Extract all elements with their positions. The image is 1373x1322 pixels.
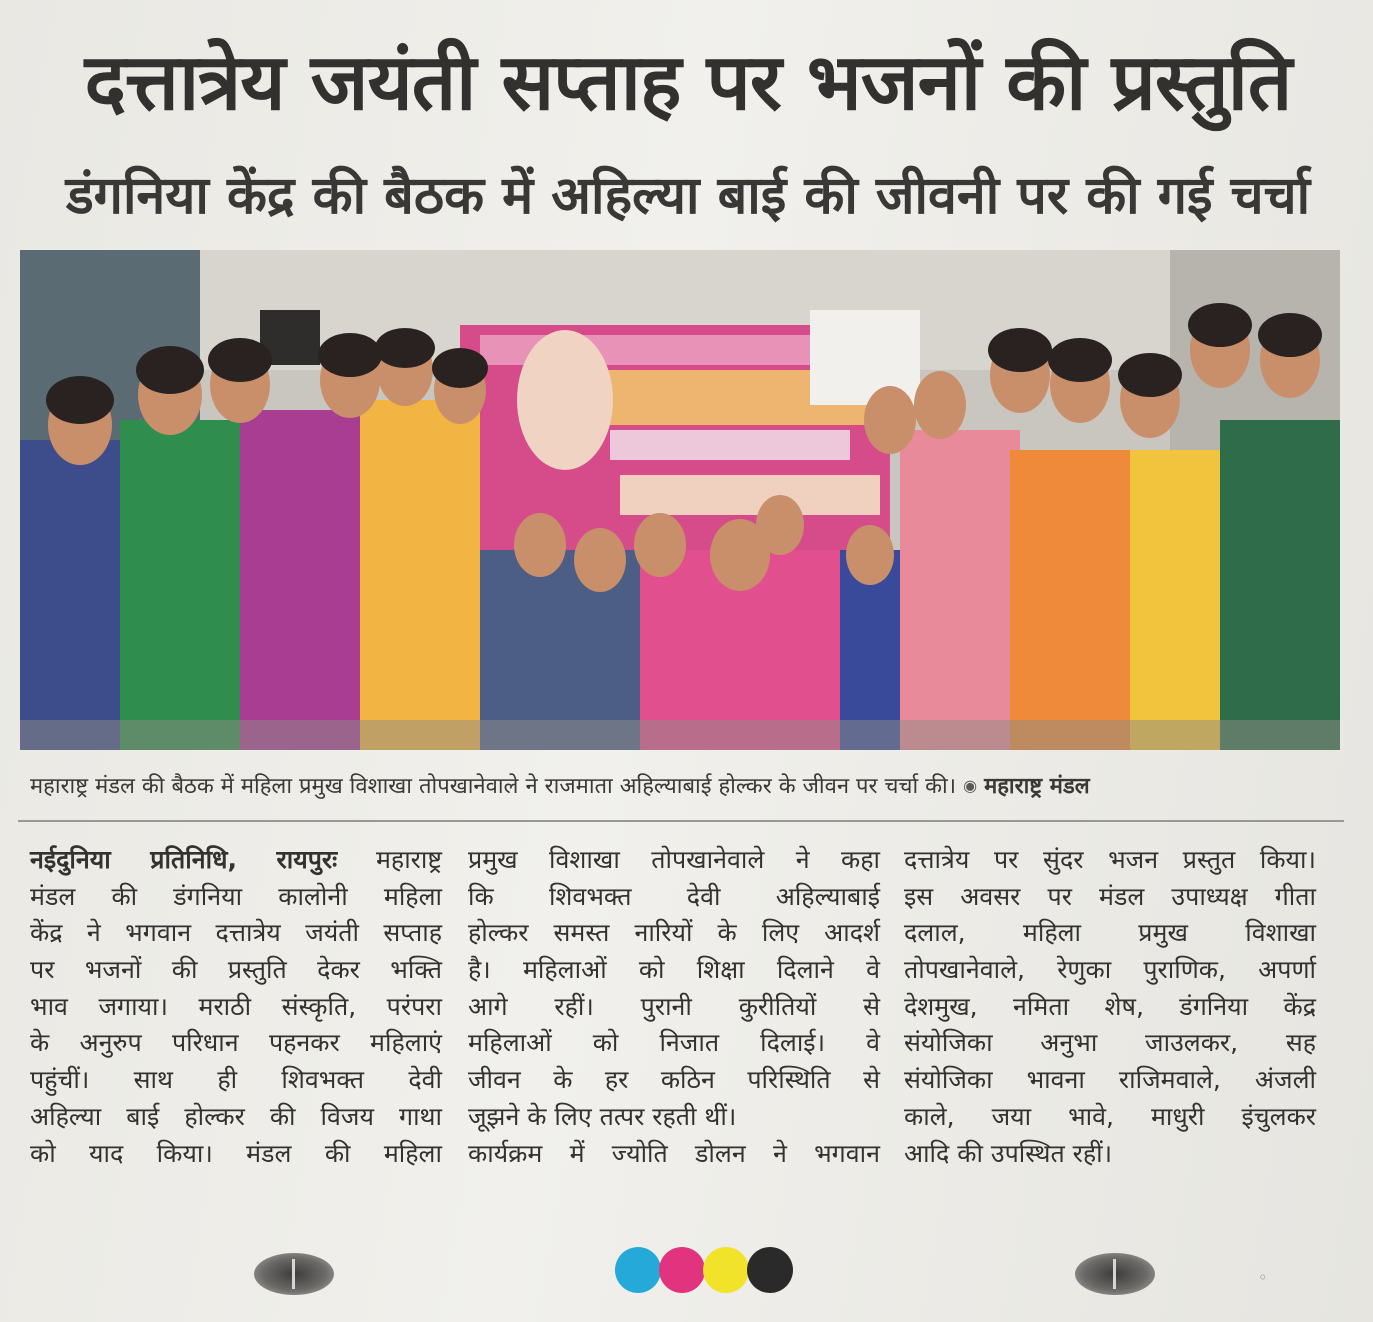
color-registration-marks (615, 1247, 800, 1297)
group-photo (20, 250, 1340, 750)
article-line: दत्तात्रेय पर सुंदर भजन प्रस्तुत किया। (904, 845, 1316, 874)
article-line: जीवन के हर कठिन परिस्थिति से (468, 1065, 880, 1095)
article-line: है। महिलाओं को शिक्षा दिलाने वे (468, 955, 880, 985)
article-line: होल्कर समस्त नारियों के लिए आदर्श (468, 918, 880, 948)
article-line: जूझने के लिए तत्पर रहती थीं। (468, 1101, 737, 1131)
article-line: आदि की उपस्थित रहीं। (904, 1138, 1113, 1168)
registration-crosshair-icon (1075, 1253, 1155, 1295)
group-photo-illustration (20, 250, 1340, 750)
headline: दत्तात्रेय जयंती सप्ताह पर भजनों की प्रस्तुति (84, 38, 1292, 128)
cyan-registration-dot-icon (615, 1247, 661, 1293)
article-line: कि शिवभक्त देवी अहिल्याबाई (468, 881, 880, 911)
subheadline: डंगनिया केंद्र की बैठक में अहिल्या बाई की जीवनी पर की गई चर्चा (65, 166, 1311, 226)
photo-credit: महाराष्ट्र मंडल (984, 774, 1090, 799)
article-line: देशमुख, नमिता शेष, डंगनिया केंद्र (904, 991, 1316, 1021)
article-line: को याद किया। मंडल की महिला (30, 1138, 442, 1168)
photo-caption (30, 774, 1340, 800)
article-line: महाराष्ट्र (375, 845, 442, 874)
article-line: पर भजनों की प्रस्तुति देकर भक्ति (30, 955, 442, 985)
article-line: प्रमुख विशाखा तोपखानेवाले ने कहा (468, 845, 880, 874)
article-line: संयोजिका अनुभा जाउलकर, सह (904, 1028, 1316, 1058)
magenta-registration-dot-icon (659, 1247, 705, 1293)
registration-crosshair-icon (254, 1253, 334, 1295)
article-column-3 (904, 842, 1316, 1172)
caption-text: महाराष्ट्र मंडल की बैठक में महिला प्रमुख विशाखा तोपखानेवाले ने राजमाता अहिल्याबाई होल्कर के जीवन पर चर्चा की। (30, 774, 957, 799)
article-line: दलाल, महिला प्रमुख विशाखा (904, 918, 1316, 948)
yellow-registration-dot-icon (703, 1247, 749, 1293)
article-line: भाव जगाया। मराठी संस्कृति, परंपरा (30, 991, 442, 1021)
article-line: महिलाओं को निजात दिलाई। वे (468, 1028, 880, 1058)
article-line: के अनुरुप परिधान पहनकर महिलाएं (30, 1028, 442, 1058)
article-line: अहिल्या बाई होल्कर की विजय गाथा (30, 1101, 442, 1131)
article-line: केंद्र ने भगवान दत्तात्रेय जयंती सप्ताह (30, 918, 442, 948)
credit-bullet-icon: ◉ (963, 776, 978, 795)
caption-divider (18, 820, 1344, 822)
article-line: तोपखानेवाले, रेणुका पुराणिक, अपर्णा (904, 955, 1316, 985)
article-line: कार्यक्रम में ज्योति डोलन ने भगवान (468, 1138, 880, 1168)
article-line: पहुंचीं। साथ ही शिवभक्त देवी (30, 1065, 442, 1095)
corner-mark-icon: ◦ (1258, 1268, 1268, 1287)
article-column-2 (468, 842, 880, 1172)
article-line: आगे रहीं। पुरानी कुरीतियों से (468, 991, 880, 1021)
black-registration-dot-icon (747, 1247, 793, 1293)
article-line: मंडल की डंगनिया कालोनी महिला (30, 881, 442, 911)
article-line: इस अवसर पर मंडल उपाध्यक्ष गीता (904, 881, 1316, 911)
article-column-1 (30, 842, 442, 1172)
article-line: संयोजिका भावना राजिमवाले, अंजली (904, 1065, 1316, 1095)
byline: नईदुनिया प्रतिनिधि, रायपुरः (30, 845, 338, 874)
article-line: काले, जया भावे, माधुरी इंचुलकर (904, 1101, 1316, 1131)
